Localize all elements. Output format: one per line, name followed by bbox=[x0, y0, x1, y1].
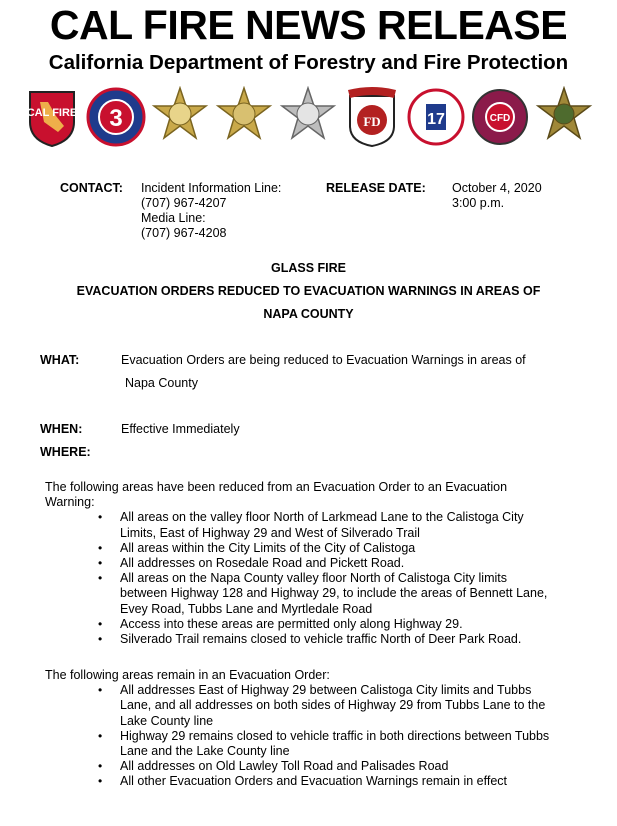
contact-phone: (707) 967-4207 bbox=[141, 196, 227, 210]
list-item-text: • All addresses on Old Lawley Toll Road and Palisades Road bbox=[120, 759, 449, 774]
incident-name: GLASS FIRE bbox=[270, 261, 346, 275]
list-item-text: Evey Road, Tubbs Lane and Myrtledale Road bbox=[120, 601, 373, 616]
warning-list bbox=[90, 510, 605, 647]
release-date: October 4, 2020 bbox=[452, 181, 542, 195]
warning-intro-line: Warning: bbox=[45, 495, 95, 510]
warning-intro-line: The following areas have been reduced from an Evacuation Order to an Evacuation bbox=[45, 480, 508, 494]
contact-label: CONTACT: bbox=[60, 181, 123, 195]
list-item bbox=[90, 729, 605, 759]
list-item bbox=[90, 617, 605, 632]
when-value: Effective Immediately bbox=[121, 422, 240, 436]
santa-rosa-police-badge bbox=[278, 86, 338, 148]
list-item-text: • Access into these areas are permitted only along Highway 29. bbox=[120, 616, 463, 631]
where-label: WHERE: bbox=[40, 445, 91, 459]
list-item bbox=[90, 683, 605, 729]
release-time: 3:00 p.m. bbox=[452, 196, 505, 210]
svg-text:FD: FD bbox=[363, 114, 381, 129]
calistoga-logo-text: CFD bbox=[489, 113, 511, 124]
headline-line: EVACUATION ORDERS REDUCED TO EVACUATION WARNINGS IN AREAS OF bbox=[76, 284, 541, 298]
order-intro: The following areas remain in an Evacuation Order: bbox=[45, 668, 330, 682]
department-subtitle: California Department of Forestry and Fire Protection bbox=[48, 51, 569, 74]
contact-info bbox=[141, 181, 281, 241]
list-item bbox=[90, 632, 605, 647]
contact-line: Media Line: bbox=[141, 211, 206, 225]
cal-fire-logo-text: CAL FIRE bbox=[26, 107, 78, 119]
list-item-text: Lane and the Lake County line bbox=[120, 744, 290, 759]
list-item-text: • All areas within the City Limits of the City of Calistoga bbox=[120, 540, 416, 555]
calistoga-fire-logo bbox=[470, 86, 530, 148]
order-list bbox=[90, 683, 605, 789]
st-helena-logo-number: 17 bbox=[427, 111, 445, 128]
imt-logo-number: 3 bbox=[109, 105, 123, 132]
warning-section bbox=[45, 480, 605, 647]
santa-rosa-fire-logo bbox=[342, 86, 402, 148]
list-item bbox=[90, 774, 605, 789]
sonoma-county-sheriff-badge bbox=[214, 86, 274, 148]
what-label: WHAT: bbox=[40, 353, 80, 367]
release-title: CAL FIRE NEWS RELEASE bbox=[49, 2, 568, 48]
list-item-text: • All addresses East of Highway 29 between Calistoga City limits and Tubbs bbox=[120, 683, 532, 698]
agency-logos-row bbox=[22, 86, 597, 150]
release-date-label: RELEASE DATE: bbox=[326, 181, 426, 195]
state-parks-badge bbox=[534, 86, 594, 148]
order-section bbox=[45, 668, 605, 790]
contact-phone: (707) 967-4208 bbox=[141, 226, 227, 240]
list-item-text: Lane, and all addresses on both sides of Highway 29 from Tubbs Lane to the bbox=[120, 698, 546, 713]
list-item-text: • All areas on the valley floor North of Larkmead Lane to the Calistoga City bbox=[120, 510, 524, 525]
when-label: WHEN: bbox=[40, 422, 83, 436]
incident-management-team-3-logo bbox=[86, 86, 146, 148]
list-item-text: • All areas on the Napa County valley floor North of Calistoga City limits bbox=[120, 571, 507, 586]
list-item-text: • All addresses on Rosedale Road and Pickett Road. bbox=[120, 556, 405, 571]
what-line-1: Evacuation Orders are being reduced to Evacuation Warnings in areas of bbox=[121, 353, 526, 367]
list-item-text: • All other Evacuation Orders and Evacuation Warnings remain in effect bbox=[120, 774, 508, 789]
list-item-text: • Highway 29 remains closed to vehicle traffic in both directions between Tubbs bbox=[120, 728, 550, 743]
release-date-info bbox=[452, 181, 542, 211]
list-item-text: Limits, East of Highway 29 and West of Silverado Trail bbox=[120, 525, 420, 540]
contact-line: Incident Information Line: bbox=[141, 181, 282, 195]
list-item bbox=[90, 759, 605, 774]
napa-county-sheriff-badge bbox=[150, 86, 210, 148]
what-line-2: Napa County bbox=[125, 376, 198, 390]
list-item-text: Lake County line bbox=[120, 713, 214, 728]
st-helena-fire-logo bbox=[406, 86, 466, 148]
list-item bbox=[90, 541, 605, 556]
headline-line: NAPA COUNTY bbox=[263, 307, 354, 321]
list-item bbox=[90, 571, 605, 617]
list-item-text: • Silverado Trail remains closed to vehicle traffic North of Deer Park Road. bbox=[120, 632, 522, 647]
list-item-text: between Highway 128 and Highway 29, to include the areas of Bennett Lane, bbox=[120, 586, 548, 601]
list-item bbox=[90, 510, 605, 540]
list-item bbox=[90, 556, 605, 571]
cal-fire-logo bbox=[22, 86, 82, 148]
